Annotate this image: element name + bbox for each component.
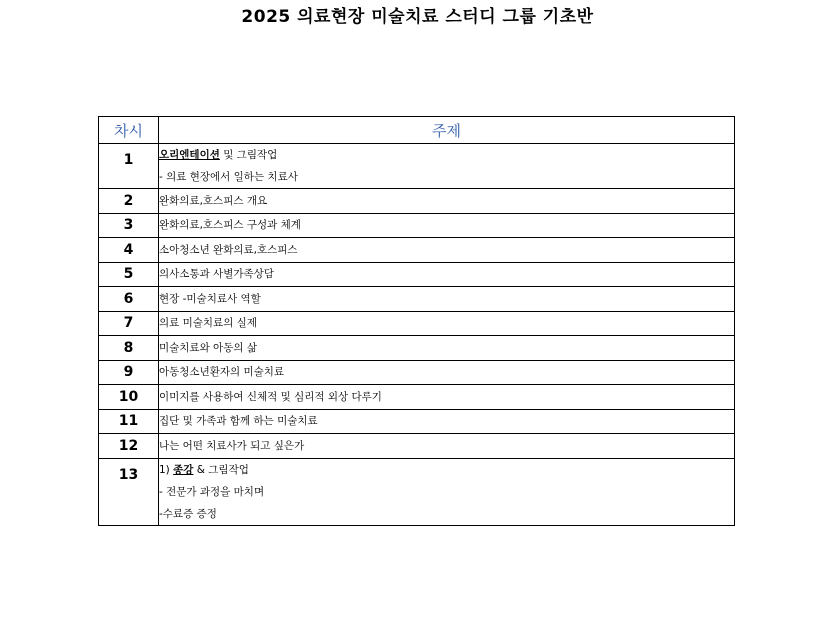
session-number: 8 (99, 336, 159, 361)
topic-emphasis: 종강 (173, 463, 194, 476)
topic-line (159, 312, 734, 334)
session-topic (159, 144, 735, 189)
table-header-row (99, 117, 735, 144)
topic-line (159, 214, 734, 236)
session-topic (159, 287, 735, 312)
table-row (99, 409, 735, 434)
session-number: 3 (99, 213, 159, 238)
table-row (99, 287, 735, 312)
table-row (99, 262, 735, 287)
session-topic (159, 213, 735, 238)
table-row (99, 385, 735, 410)
topic-text: 및 그림작업 (219, 149, 278, 161)
topic-text: 현장 -미술치료사 역할 (159, 292, 261, 305)
session-number: 4 (99, 238, 159, 263)
session-topic (159, 409, 735, 434)
table-row (99, 238, 735, 263)
session-topic (159, 458, 735, 525)
session-number: 10 (99, 385, 159, 410)
header-topic: 주제 (159, 117, 735, 144)
topic-line (159, 144, 734, 166)
topic-text: 의사소통과 사별가족상담 (159, 268, 274, 281)
table-row (99, 434, 735, 459)
topic-text: -수료증 증정 (159, 507, 217, 520)
session-topic (159, 238, 735, 263)
topic-line (159, 239, 734, 261)
session-number: 12 (99, 434, 159, 459)
table-row (99, 458, 735, 525)
table-row (99, 213, 735, 238)
topic-text: 의료 미술치료의 실제 (159, 317, 257, 330)
session-number: 7 (99, 311, 159, 336)
topic-line (159, 435, 734, 457)
topic-emphasis: 오리엔테이션 (159, 149, 220, 161)
table-row (99, 144, 735, 189)
session-topic (159, 385, 735, 410)
session-number: 1 (99, 144, 159, 189)
table-row (99, 189, 735, 214)
topic-prefix: 1) (159, 463, 174, 476)
topic-text: - 전문가 과정을 마치며 (159, 485, 265, 498)
schedule-table (98, 116, 735, 526)
table-row (99, 311, 735, 336)
session-number: 2 (99, 189, 159, 214)
topic-line (159, 166, 734, 188)
table-row (99, 360, 735, 385)
session-number: 6 (99, 287, 159, 312)
topic-line (159, 410, 734, 432)
header-session: 차시 (99, 117, 159, 144)
session-topic (159, 189, 735, 214)
session-topic (159, 262, 735, 287)
session-number: 11 (99, 409, 159, 434)
topic-line (159, 459, 734, 481)
topic-text: - 의료 현장에서 일하는 치료사 (159, 171, 298, 183)
topic-text: 나는 어떤 치료사가 되고 싶은가 (159, 439, 305, 452)
topic-line (159, 481, 734, 503)
topic-text: 소아청소년 완화의료,호스피스 (159, 243, 298, 256)
session-number: 5 (99, 262, 159, 287)
document-title: 2025 의료현장 미술치료 스터디 그룹 기초반 (241, 7, 594, 27)
topic-line (159, 361, 734, 383)
session-number: 13 (99, 458, 159, 525)
topic-text: & 그림작업 (193, 463, 249, 476)
session-topic (159, 360, 735, 385)
table-row (99, 336, 735, 361)
session-topic (159, 434, 735, 459)
topic-text: 이미지를 사용하여 신체적 및 심리적 외상 다루기 (159, 390, 382, 403)
topic-line (159, 263, 734, 285)
topic-text: 완화의료,호스피스 구성과 체계 (159, 219, 301, 232)
session-topic (159, 336, 735, 361)
topic-text: 아동청소년환자의 미술치료 (159, 366, 285, 379)
topic-line (159, 190, 734, 212)
topic-text: 미술치료와 아동의 삶 (159, 341, 257, 354)
session-number: 9 (99, 360, 159, 385)
topic-line (159, 503, 734, 525)
topic-line (159, 288, 734, 310)
topic-text: 집단 및 가족과 함께 하는 미술치료 (159, 415, 318, 428)
session-topic (159, 311, 735, 336)
topic-text: 완화의료,호스피스 개요 (159, 194, 268, 207)
topic-line (159, 337, 734, 359)
topic-line (159, 386, 734, 408)
